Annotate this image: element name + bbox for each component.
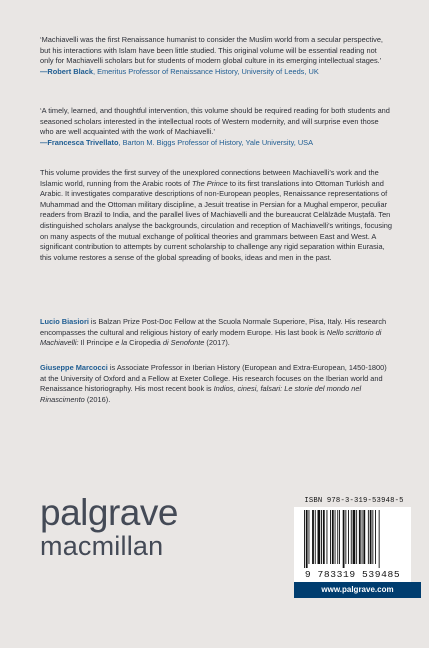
publisher-logo [40,494,178,560]
barcode-bar [312,510,314,564]
editor-name: Lucio Biasiori [40,317,89,326]
publisher-logo-line-1: palgrave [40,492,178,533]
barcode-bar [363,510,365,564]
barcode-bar [323,510,325,564]
barcode-bar [379,510,380,568]
editor-bio-2 [40,363,392,405]
book-title-italic: Nello scrittorio di Machiavelli: [40,327,382,348]
bio-text: Il Principe [78,338,116,348]
barcode-bar [304,510,305,568]
barcode-area [294,507,411,582]
barcode-bar [306,510,308,568]
bio-text: (2017). [204,338,230,348]
bio-text: is Balzan Prize Post-Doc Fellow at the Scuola Normale Superiore, Pisa, Italy. His research encompasses the cultural and religious history of early modern Europe. His last book is [40,317,387,337]
isbn-label: ISBN 978-3-319-53948-5 [304,497,404,505]
endorsement-quote-2 [40,106,392,148]
book-description [40,168,392,263]
book-title-italic: e la [115,338,128,348]
bio-text: Ciropedia [127,338,163,348]
bio-text: is Associate Professor in Iberian History (European and Extra-European, 1450-1800) at the University of Oxford and a Fellow at Exeter College. His research focuses on the Iberian world and Renaissance historiography. His most recent book is [40,363,387,394]
quote-affiliation: , Emeritus Professor of Renaissance History, University of Leeds, UK [92,66,319,76]
barcode-bar [315,510,316,564]
barcode-digits: 9 783319 539485 [304,569,401,580]
barcode-bar [327,510,328,564]
quote-author: —Francesca Trivellato [40,137,119,147]
quote-author: —Robert Black [40,66,93,76]
barcode-bar [337,510,338,564]
book-title-italic: The Prince [191,178,228,188]
publisher-url[interactable]: www.palgrave.com [294,582,421,598]
book-title-italic: Indios, cinesi, falsari: Le storie del mondo nel Rinascimento [40,384,362,404]
barcode-bar [330,510,331,564]
quote-text: ‘Machiavelli was the first Renaissance humanist to consider the Muslim world from a secular perspective, but his interactions with Islam have been little studied. This original volume will be essential reading not only for Machiavelli scholars but for students of modern global culture in its emerging intellectual stages.’ [40,35,383,66]
editor-bio-1 [40,317,392,349]
description-text: This volume provides the first survey of the unexplored connections between Machiavelli’s work and the Islamic world, running from the Arabic roots of [40,168,379,188]
barcode-bar [359,510,361,564]
description-text: to its first translations into Ottoman Turkish and Arabic. It investigates comparative descriptions of non-European peoples, Renaissance representations of Muhammad and the Ottoman military discipline, a Jesuit treatise in Persian for a Mughal emperor, peculiar readers from Brazil to India, and the parallel lives of Machiavelli and the bureaucrat Celālzāde Muṣṭafā. Ten distinguished scholars analyse the backgrounds, circulation and reception of Machiavelli’s writings, focusing on many aspects of the mutual exchange of political theories and grammars between East and West. A significant contribution to attempts by current scholarship to challenge any rigid separation within Eurasia, this volume restores a sense of the global spreading of books, ideas and men in the past. [40,178,392,262]
barcode-bar [375,510,376,564]
barcode-bar [318,510,321,564]
barcode-bar [362,510,363,564]
barcode-bar [309,510,310,564]
barcode-bar [321,510,322,564]
barcode-icon [304,510,401,568]
barcode-bar [353,510,356,564]
barcode-bar [368,510,369,564]
bio-text: (2016). [84,394,111,404]
endorsement-quote-1 [40,35,392,77]
barcode-bar [335,510,336,564]
quote-text: ‘A timely, learned, and thoughtful intervention, this volume should be required reading for both students and seasoned scholars interested in the intellectual roots of Western modernity, and will surprise even those who are well acquainted with the work of Machiavelli.’ [40,106,390,137]
barcode-bar [370,510,372,564]
barcode-bar [339,510,340,564]
barcode-bar [372,510,373,564]
barcode-bar [348,510,349,564]
editor-name: Giuseppe Marcocci [40,363,108,372]
barcode-bar [351,510,352,564]
publisher-logo-line-2: macmillan [40,531,164,561]
barcode-bar [332,510,334,564]
barcode-bar [356,510,357,564]
book-title-italic: di Senofonte [162,338,205,348]
barcode-bar [345,510,346,564]
barcode-bar [343,510,345,568]
quote-affiliation: , Barton M. Biggs Professor of History, Yale University, USA [118,137,314,147]
